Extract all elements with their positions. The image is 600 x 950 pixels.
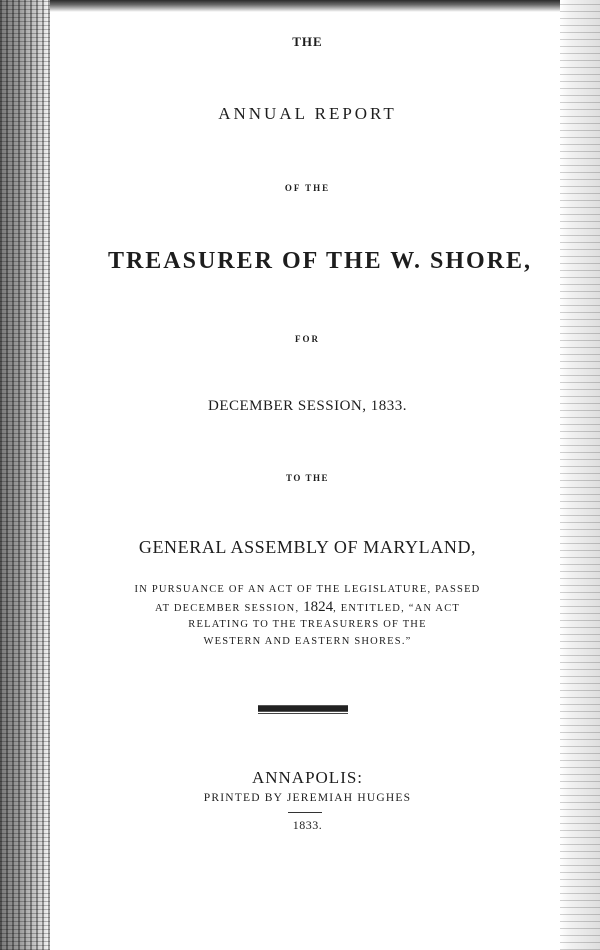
- ornamental-rule-thin: [258, 713, 348, 714]
- annual-report-heading: ANNUAL REPORT: [218, 104, 397, 123]
- ornamental-rule: [258, 705, 348, 712]
- act-text-line-3: RELATING TO THE TREASURERS OF THE: [188, 619, 427, 630]
- imprint-year: 1833.: [292, 818, 323, 832]
- scan-right-edge: [560, 0, 600, 950]
- act-text-segment: AT DECEMBER SESSION,: [154, 603, 300, 614]
- for-connector: FOR: [295, 334, 320, 344]
- of-the-connector: OF THE: [284, 183, 331, 193]
- act-text-line-1: IN PURSUANCE OF AN ACT OF THE LEGISLATURE, PASSED: [134, 584, 481, 595]
- session-line: DECEMBER SESSION, 1833.: [207, 398, 408, 414]
- act-text-line-4: WESTERN AND EASTERN SHORES.”: [203, 636, 412, 647]
- to-the-connector: TO THE: [286, 473, 329, 483]
- scan-left-edge: [0, 0, 50, 950]
- imprint-printer: PRINTED BY JEREMIAH HUGHES: [203, 792, 412, 804]
- year-rule: [288, 812, 322, 813]
- treasurer-title: TREASURER OF THE W. SHORE,: [107, 248, 533, 274]
- act-text-segment: , ENTITLED, “AN ACT: [333, 603, 461, 614]
- act-year: 1824: [303, 599, 334, 615]
- title-page: [55, 0, 560, 950]
- the-heading: THE: [292, 34, 323, 49]
- act-text-line-2: [55, 600, 560, 616]
- imprint-city: ANNAPOLIS:: [251, 768, 364, 787]
- assembly-line: GENERAL ASSEMBLY OF MARYLAND,: [138, 537, 477, 557]
